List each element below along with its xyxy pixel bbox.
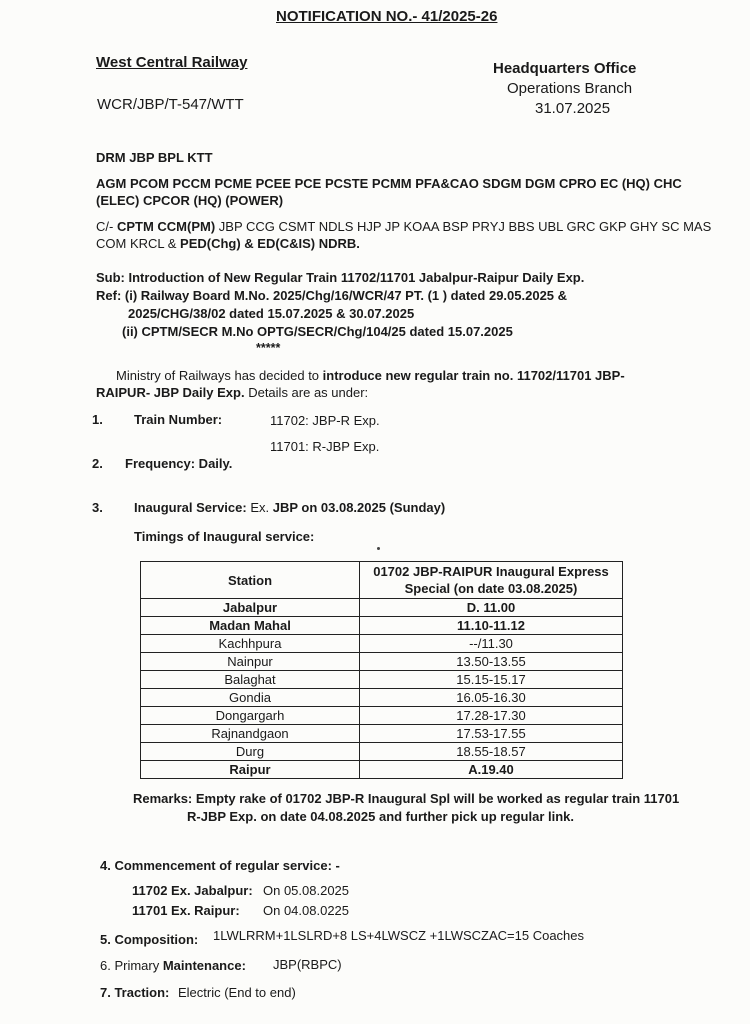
maintenance-value: JBP(RBPC) xyxy=(273,957,342,972)
cc-line-2-text: COM KRCL & xyxy=(96,236,181,251)
item-1-number: 1. xyxy=(92,412,103,427)
table-row xyxy=(141,743,623,761)
separator-stars: ***** xyxy=(256,341,281,355)
timings-heading: Timings of Inaugural service: xyxy=(134,529,315,544)
table-row xyxy=(141,725,623,743)
timings-table xyxy=(140,561,623,779)
station-name: Madan Mahal xyxy=(141,617,360,635)
notification-title: NOTIFICATION NO.- 41/2025-26 xyxy=(276,8,498,25)
cc-line-1 xyxy=(96,219,711,234)
station-name: Nainpur xyxy=(141,653,360,671)
intro-line-2 xyxy=(96,385,368,400)
commencement-heading: 4. Commencement of regular service: - xyxy=(100,858,340,873)
traction-label: 7. Traction: xyxy=(100,985,170,1000)
subject-line: Sub: Introduction of New Regular Train 11702/11701 Jabalpur-Raipur Daily Exp. xyxy=(96,270,585,285)
table-row xyxy=(141,761,623,779)
addressee-line-2: AGM PCOM PCCM PCME PCEE PCE PCSTE PCMM PFA&CAO SDGM DGM CPRO EC (HQ) CHC xyxy=(96,176,682,191)
train-number-2: 11701: R-JBP Exp. xyxy=(270,439,380,454)
station-name: Raipur xyxy=(141,761,360,779)
inaugural-label: Inaugural Service: xyxy=(134,500,251,515)
table-row xyxy=(141,617,623,635)
office-name: Headquarters Office xyxy=(493,60,637,77)
cc-line-2 xyxy=(96,236,360,251)
reference-1b: 2025/CHG/38/02 dated 15.07.2025 & 30.07.2025 xyxy=(128,306,415,321)
item-3-number: 3. xyxy=(92,500,103,515)
item-2-number: 2. xyxy=(92,456,103,471)
commencement-11702-date: On 05.08.2025 xyxy=(263,883,350,898)
cc-prefix: C/- xyxy=(96,219,117,234)
station-timing: D. 11.00 xyxy=(360,599,623,617)
frequency: Frequency: Daily. xyxy=(125,456,233,471)
table-row xyxy=(141,599,623,617)
col-header-timing xyxy=(360,562,623,599)
addressee-line-1: DRM JBP BPL KTT xyxy=(96,150,213,165)
inaugural-date: JBP on 03.08.2025 (Sunday) xyxy=(272,500,446,515)
table-row xyxy=(141,635,623,653)
addressee-line-3: (ELEC) CPCOR (HQ) (POWER) xyxy=(96,193,284,208)
document-date: 31.07.2025 xyxy=(535,100,611,117)
maintenance-label: Maintenance: xyxy=(162,958,246,973)
composition-label: 5. Composition: xyxy=(100,932,199,947)
reference-code: WCR/JBP/T-547/WTT xyxy=(97,96,244,113)
remarks-line-1: Remarks: Empty rake of 01702 JBP-R Inaugural Spl will be worked as regular train 11701 xyxy=(133,791,680,806)
train-number-1: 11702: JBP-R Exp. xyxy=(270,413,380,428)
station-timing: 13.50-13.55 xyxy=(360,653,623,671)
commencement-11701-label: 11701 Ex. Raipur: xyxy=(132,903,240,918)
station-name: Balaghat xyxy=(141,671,360,689)
commencement-11702-label: 11702 Ex. Jabalpur: xyxy=(132,883,253,898)
branch-name: Operations Branch xyxy=(507,80,633,97)
item-1-label: Train Number: xyxy=(134,412,223,427)
speck xyxy=(377,547,380,550)
col-header-timing-line-2: Special (on date 03.08.2025) xyxy=(404,581,578,596)
station-name: Jabalpur xyxy=(141,599,360,617)
table-row xyxy=(141,653,623,671)
intro-bold: introduce new regular train no. 11702/11701 JBP- xyxy=(322,368,625,383)
commencement-11701-date: On 04.08.0225 xyxy=(263,903,350,918)
table-row xyxy=(141,671,623,689)
reference-2: (ii) CPTM/SECR M.No OPTG/SECR/Chg/104/25 dated 15.07.2025 xyxy=(122,324,513,339)
station-name: Rajnandgaon xyxy=(141,725,360,743)
station-timing: A.19.40 xyxy=(360,761,623,779)
cc-recipients: JBP CCG CSMT NDLS HJP JP KOAA BSP PRYJ BBS UBL GRC GKP GHY SC MAS xyxy=(215,219,712,234)
intro-text: Ministry of Railways has decided to xyxy=(116,368,323,383)
maintenance-prefix: 6. Primary xyxy=(100,958,163,973)
station-timing: 17.28-17.30 xyxy=(360,707,623,725)
cc-bold-recipients: CPTM CCM(PM) xyxy=(116,219,216,234)
cc-line-2-bold: PED(Chg) & ED(C&IS) NDRB. xyxy=(180,236,360,251)
station-timing: --/11.30 xyxy=(360,635,623,653)
station-timing: 11.10-11.12 xyxy=(360,617,623,635)
remarks-line-2: R-JBP Exp. on date 04.08.2025 and further pick up regular link. xyxy=(187,809,574,824)
table-row xyxy=(141,707,623,725)
station-timing: 15.15-15.17 xyxy=(360,671,623,689)
composition-value: 1LWLRRM+1LSLRD+8 LS+4LWSCZ +1LWSCZAC=15 Coaches xyxy=(213,928,585,943)
maintenance-line xyxy=(100,958,246,973)
inaugural-service xyxy=(134,500,445,515)
table-row xyxy=(141,689,623,707)
station-timing: 18.55-18.57 xyxy=(360,743,623,761)
railway-name: West Central Railway xyxy=(96,54,248,71)
station-name: Gondia xyxy=(141,689,360,707)
col-header-station: Station xyxy=(141,562,360,599)
inaugural-ex: Ex. xyxy=(250,500,273,515)
reference-1a: Ref: (i) Railway Board M.No. 2025/Chg/16/WCR/47 PT. (1 ) dated 29.05.2025 & xyxy=(96,288,568,303)
station-timing: 17.53-17.55 xyxy=(360,725,623,743)
station-name: Durg xyxy=(141,743,360,761)
station-name: Dongargarh xyxy=(141,707,360,725)
table-header-row xyxy=(141,562,623,599)
intro-line-2-text: Details are as under: xyxy=(244,385,369,400)
col-header-timing-line-1: 01702 JBP-RAIPUR Inaugural Express xyxy=(373,564,609,579)
traction-value: Electric (End to end) xyxy=(178,985,296,1000)
station-name: Kachhpura xyxy=(141,635,360,653)
intro-line-2-bold: RAIPUR- JBP Daily Exp. xyxy=(96,385,245,400)
intro-line-1 xyxy=(116,368,625,383)
station-timing: 16.05-16.30 xyxy=(360,689,623,707)
